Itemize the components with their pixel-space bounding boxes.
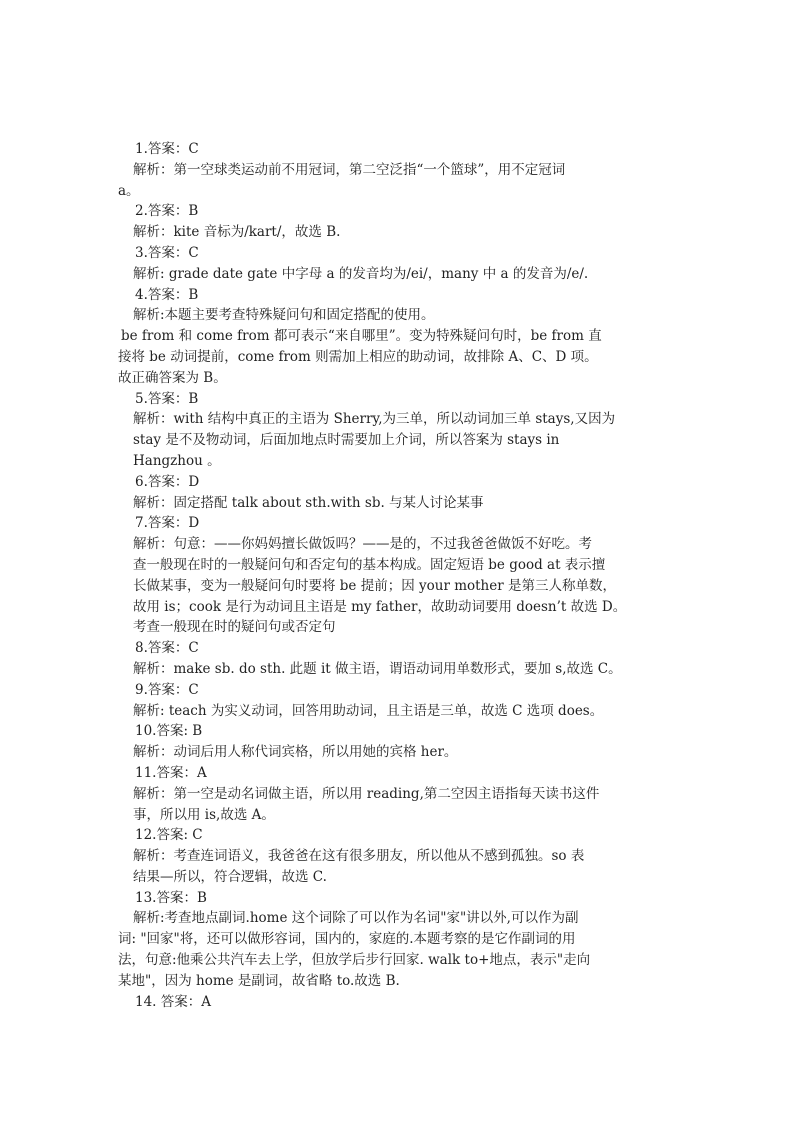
answer-heading: 3.答案：C xyxy=(135,244,199,261)
explanation-line: 解析：make sb. do sth. 此题 it 做主语，谓语动词用单数形式，要加 s,故选 C。 xyxy=(133,660,622,677)
explanation-line: 某地"，因为 home 是副词，故省略 to.故选 B. xyxy=(118,972,400,989)
answer-heading: 12.答案: C xyxy=(135,827,203,844)
explanation-line: 查一般现在时的一般疑问句和否定句的基本构成。固定短语 be good at 表示擅 xyxy=(133,556,606,573)
answer-heading: 2.答案：B xyxy=(135,203,199,220)
explanation-line: 解析：with 结构中真正的主语为 Sherry,为三单，所以动词加三单 stays,又因为 xyxy=(133,411,616,428)
explanation-line: 解析:考查地点副词.home 这个词除了可以作为名词"家"讲以外,可以作为副 xyxy=(133,910,579,927)
answer-heading: 8.答案：C xyxy=(135,640,199,657)
explanation-line: Hangzhou 。 xyxy=(133,452,221,469)
explanation-line: 解析:本题主要考查特殊疑问句和固定搭配的使用。 xyxy=(133,307,435,324)
explanation-line: 解析：固定搭配 talk about sth.with sb. 与某人讨论某事 xyxy=(133,494,484,511)
explanation-line: 故正确答案为 B。 xyxy=(118,369,227,386)
explanation-line: 解析: grade date gate 中字母 a 的发音均为/ei/，many 中 a 的发音为/e/. xyxy=(133,265,589,282)
explanation-line: a。 xyxy=(118,182,140,199)
answer-heading: 6.答案：D xyxy=(135,473,200,490)
answer-heading: 4.答案：B xyxy=(135,286,199,303)
explanation-line: 词: "回家"将，还可以做形容词，国内的，家庭的.本题考察的是它作副词的用 xyxy=(118,931,576,948)
answer-heading: 9.答案：C xyxy=(135,681,199,698)
answer-heading: 1.答案：C xyxy=(135,141,199,157)
answer-heading: 14. 答案：A xyxy=(135,993,212,1010)
answer-heading: 7.答案：D xyxy=(135,515,200,532)
explanation-line: 解析: teach 为实义动词，回答用助动词，且主语是三单，故选 C 选项 does。 xyxy=(133,702,604,719)
explanation-line: be from 和 come from 都可表示“来自哪里”。变为特殊疑问句时，be from 直 xyxy=(121,328,602,345)
answer-heading: 10.答案: B xyxy=(135,723,203,740)
explanation-line: 解析：kite 音标为/kart/，故选 B. xyxy=(133,224,341,241)
explanation-line: 法，句意:他乘公共汽车去上学，但放学后步行回家. walk to+地点，表示"走向 xyxy=(118,952,591,969)
explanation-line: 解析：句意：——你妈妈擅长做饭吗？——是的，不过我爸爸做饭不好吃。考 xyxy=(133,536,592,553)
explanation-line: 解析：第一空是动名词做主语，所以用 reading,第二空因主语指每天读书这件 xyxy=(133,785,600,802)
explanation-line: 解析：考查连词语义，我爸爸在这有很多朋友，所以他从不感到孤独。so 表 xyxy=(133,848,585,865)
explanation-line: 结果—所以，符合逻辑，故选 C. xyxy=(133,868,327,885)
answer-heading: 13.答案：B xyxy=(135,889,207,906)
answer-heading: 5.答案：B xyxy=(135,390,199,407)
explanation-line: 解析：第一空球类运动前不用冠词，第二空泛指“一个篮球”，用不定冠词 xyxy=(133,161,566,178)
explanation-line: 事，所以用 is,故选 A。 xyxy=(133,806,275,823)
explanation-line: 接将 be 动词提前，come from 则需加上相应的助动词，故排除 A、C、D 项。 xyxy=(118,348,598,365)
explanation-line: 考查一般现在时的疑问句或否定句 xyxy=(133,619,336,636)
answer-heading: 11.答案：A xyxy=(135,764,207,781)
explanation-line: 解析：动词后用人称代词宾格，所以用她的宾格 her。 xyxy=(133,744,458,761)
explanation-line: stay 是不及物动词，后面加地点时需要加上介词，所以答案为 stays in xyxy=(133,432,560,449)
answer-document xyxy=(118,139,678,1012)
explanation-line: 故用 is；cook 是行为动词且主语是 my father，故助动词要用 doesn’t 故选 D。 xyxy=(133,598,627,615)
explanation-line: 长做某事，变为一般疑问句时要将 be 提前；因 your mother 是第三人称单数， xyxy=(133,577,616,594)
